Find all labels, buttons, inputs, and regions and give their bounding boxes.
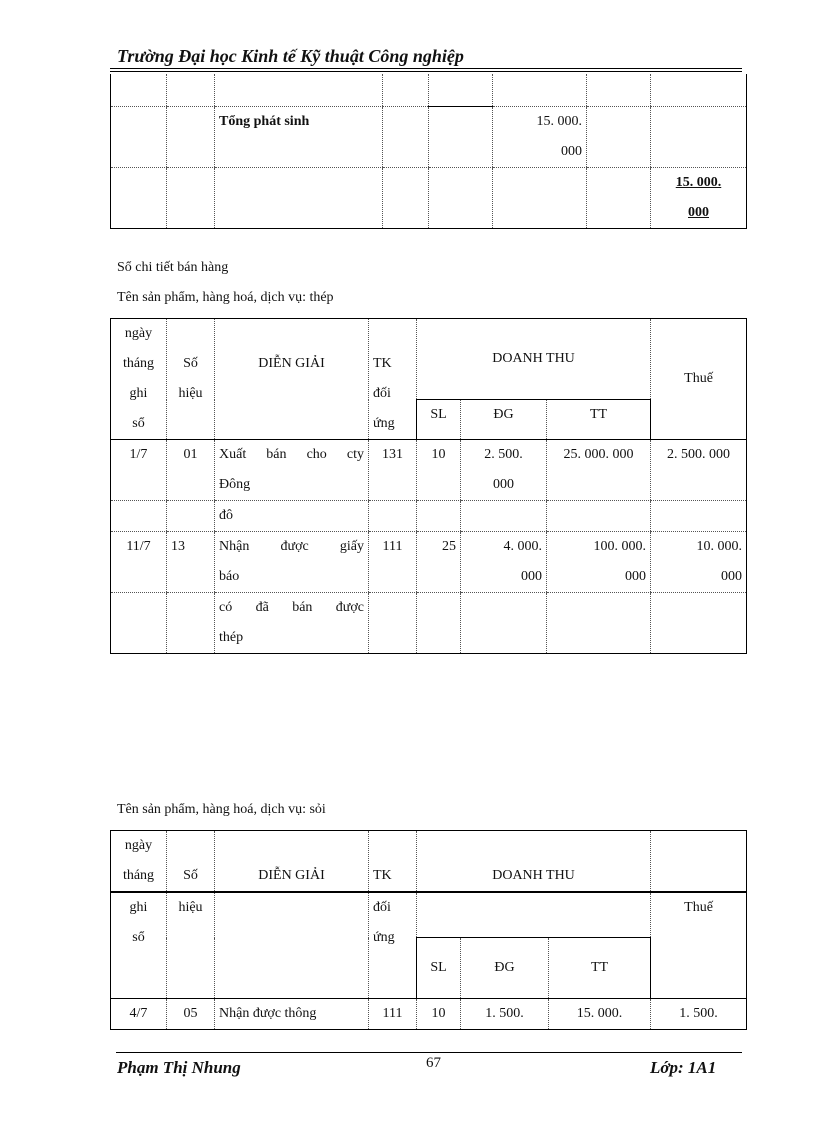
section2-product: Tên sản phẩm, hàng hoá, dịch vụ: sỏi [117, 802, 326, 817]
cell-date: 1/7 [111, 440, 167, 501]
col-number-header-cont: hiệu [167, 892, 215, 999]
sales-ledger-table-gravel [110, 830, 747, 1030]
col-account-header: TK đối ứng [369, 319, 417, 440]
page-header-title: Trường Đại học Kinh tế Kỹ thuật Công nghiệp [117, 46, 464, 66]
gravel-header-row-2 [111, 892, 747, 938]
ledger-row-empty [111, 74, 747, 106]
cell-amount: 25. 000. 000 [547, 440, 651, 501]
cell-amount: 100. 000. 000 [547, 532, 651, 593]
steel-row-1-cont [111, 501, 747, 532]
balance-value: 15. 000. 000 [651, 167, 747, 228]
cell-amount: 15. 000. [549, 999, 651, 1030]
steel-header-row-1 [111, 319, 747, 400]
col-account-header-cont: đối ứng [369, 892, 417, 999]
steel-row-1 [111, 440, 747, 501]
header-rule-top [110, 68, 742, 69]
cell-tax: 2. 500. 000 [651, 440, 747, 501]
col-desc-header: DIỄN GIẢI [215, 319, 369, 440]
cell-qty: 10 [417, 440, 461, 501]
ledger-fragment-table [110, 74, 747, 229]
cell-tax: 1. 500. [651, 999, 747, 1030]
cell-price: 4. 000. 000 [461, 532, 547, 593]
total-value: 15. 000. 000 [493, 106, 587, 167]
section1-product: Tên sản phẩm, hàng hoá, dịch vụ: thép [117, 290, 334, 305]
cell-desc: Xuất bán cho cty Đông [215, 440, 369, 501]
col-amount-header: TT [549, 938, 651, 999]
col-tax-header: Thuế [651, 319, 747, 440]
cell-desc: Nhận được giấy báo [215, 532, 369, 593]
section1-title: Sổ chi tiết bán hàng [117, 260, 229, 275]
col-number-header: Số [167, 831, 215, 893]
col-date-header: ngày tháng [111, 831, 167, 893]
cell-account: 131 [369, 440, 417, 501]
col-price-header: ĐG [461, 938, 549, 999]
gravel-row-1 [111, 999, 747, 1030]
col-tax-header: Thuế [651, 892, 747, 999]
col-qty-header: SL [417, 400, 461, 440]
cell-price: 1. 500. [461, 999, 549, 1030]
ledger-row-balance [111, 167, 747, 228]
steel-row-2-cont [111, 593, 747, 654]
cell-desc-cont: đô [215, 501, 369, 532]
col-revenue-header: DOANH THU [417, 319, 651, 400]
col-date-header-cont: ghi sổ [111, 892, 167, 999]
cell-desc-cont: có đã bán được thép [215, 593, 369, 654]
footer-class: Lớp: 1A1 [650, 1058, 717, 1077]
cell-account: 111 [369, 532, 417, 593]
header-rule-bottom [110, 71, 742, 72]
sales-ledger-table-steel [110, 318, 747, 654]
cell-qty: 10 [417, 999, 461, 1030]
cell-price: 2. 500. 000 [461, 440, 547, 501]
cell-number: 05 [167, 999, 215, 1030]
col-price-header: ĐG [461, 400, 547, 440]
cell-tax: 10. 000. 000 [651, 532, 747, 593]
col-desc-header: DIỄN GIẢI [215, 831, 369, 893]
cell-number: 01 [167, 440, 215, 501]
col-qty-header: SL [417, 938, 461, 999]
col-account-header: TK [369, 831, 417, 893]
cell-date: 11/7 [111, 532, 167, 593]
cell-account: 111 [369, 999, 417, 1030]
col-revenue-header: DOANH THU [417, 831, 651, 893]
steel-row-2 [111, 532, 747, 593]
col-number-header: Số hiệu [167, 319, 215, 440]
cell-qty: 25 [417, 532, 461, 593]
footer-author: Phạm Thị Nhung [117, 1058, 241, 1077]
cell-date: 4/7 [111, 999, 167, 1030]
footer-rule [116, 1052, 742, 1053]
col-date-header: ngày tháng ghi sổ [111, 319, 167, 440]
cell-number: 13 [167, 532, 215, 593]
col-amount-header: TT [547, 400, 651, 440]
ledger-row-total [111, 106, 747, 167]
cell-desc: Nhận được thông [215, 999, 369, 1030]
total-label: Tổng phát sinh [215, 106, 383, 167]
gravel-header-row-1 [111, 831, 747, 893]
page-number: 67 [426, 1055, 441, 1071]
